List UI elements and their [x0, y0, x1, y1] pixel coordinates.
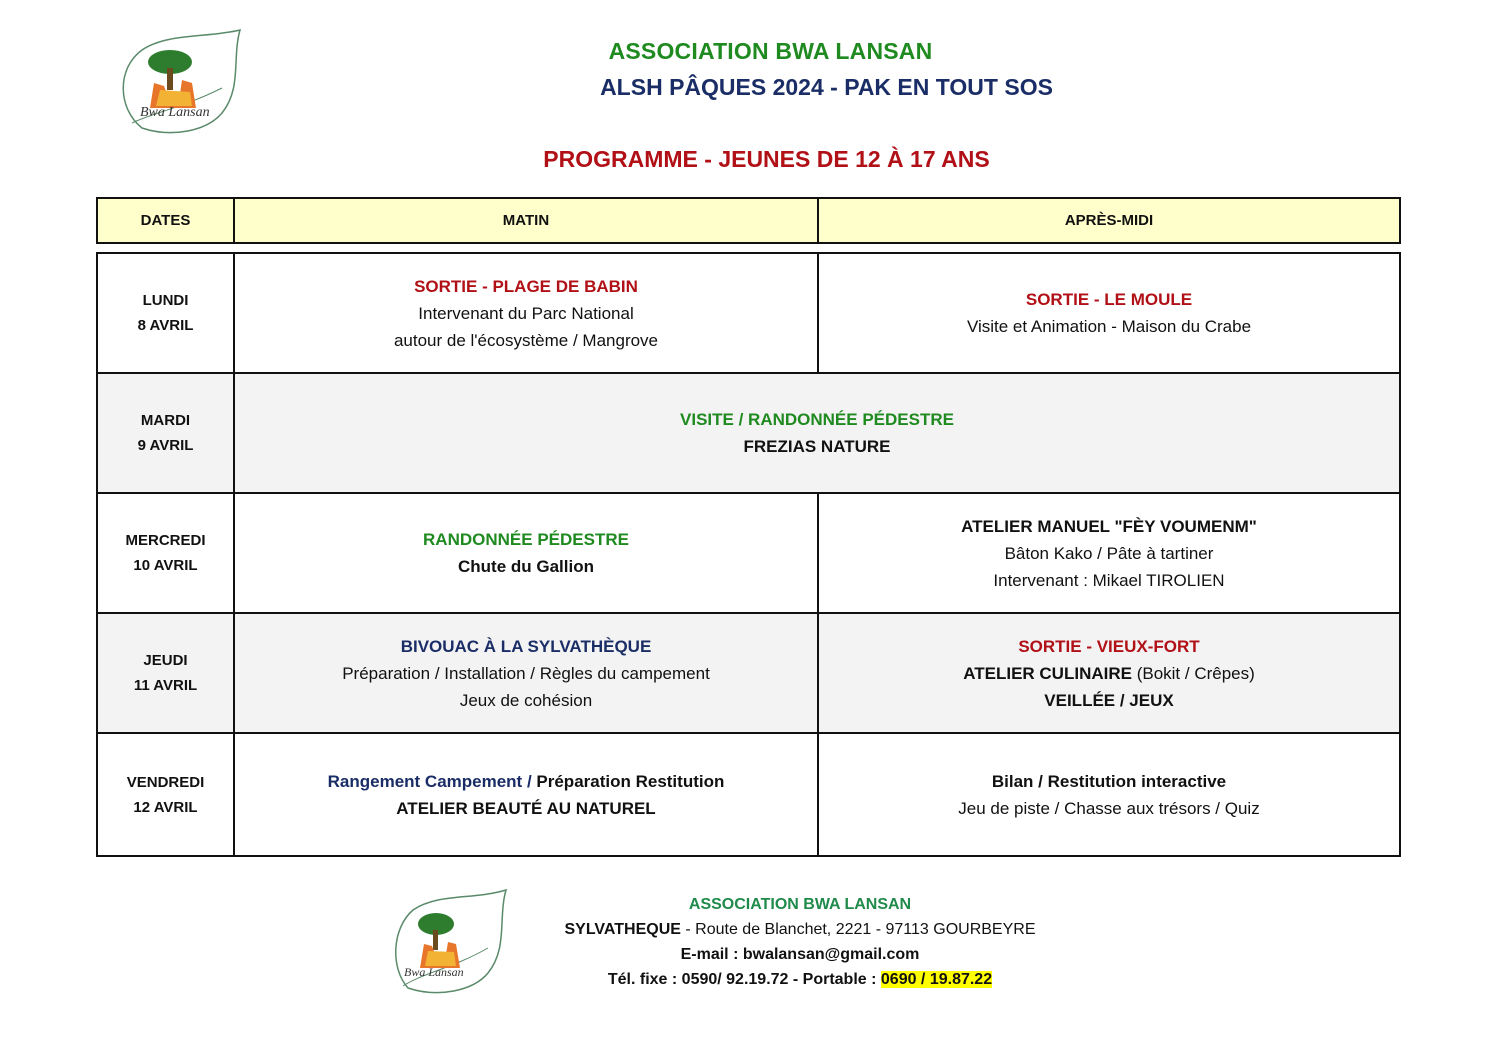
bwa-lansan-footer-logo-icon [388, 888, 512, 1000]
date-cell [98, 734, 235, 855]
date-label: 8 AVRIL [137, 317, 194, 334]
table-row [98, 374, 1399, 494]
table-row [98, 734, 1399, 855]
association-title: ASSOCIATION BWA LANSAN [608, 38, 933, 64]
afternoon-cell [819, 254, 1399, 372]
activity-title: SORTIE - PLAGE DE BABIN [414, 276, 638, 296]
date-label: 10 AVRIL [133, 557, 198, 574]
table-row [98, 494, 1399, 614]
date-cell [98, 374, 235, 492]
activity-title: RANDONNÉE PÉDESTRE [423, 530, 629, 549]
activity-detail: Visite et Animation - Maison du Crabe [966, 317, 1252, 336]
date-cell [98, 494, 235, 612]
footer-phone [520, 967, 1080, 992]
activity-detail: Jeux de cohésion [459, 690, 593, 710]
event-title: ALSH PÂQUES 2024 - PAK EN TOUT SOS [600, 74, 1053, 100]
day-label: JEUDI [143, 652, 188, 669]
date-cell [98, 254, 235, 372]
activity-title: VISITE / RANDONNÉE PÉDESTRE [680, 410, 954, 429]
afternoon-cell [819, 614, 1399, 732]
morning-cell [235, 494, 819, 612]
activity-detail: Intervenant : Mikael TIROLIEN [993, 570, 1225, 590]
activity-detail: Bâton Kako / Pâte à tartiner [1004, 543, 1214, 563]
footer-address-place: SYLVATHEQUE [564, 921, 681, 938]
date-label: 9 AVRIL [137, 437, 194, 454]
footer-address-street: - Route de Blanchet, 2221 - 97113 GOURBEYRE [680, 921, 1036, 938]
activity-title: ATELIER MANUEL "FÈY VOUMENM" [961, 516, 1257, 536]
activity-detail: Chute du Gallion [458, 557, 594, 576]
activity-detail-bold: ATELIER CULINAIRE [963, 663, 1132, 683]
svg-text:Bwa Lansan: Bwa Lansan [404, 965, 464, 979]
activity-detail: FREZIAS NATURE [743, 437, 891, 456]
date-label: 11 AVRIL [133, 677, 198, 694]
table-row [98, 254, 1399, 374]
footer-phone-fixed: Tél. fixe : 0590/ 92.19.72 - Portable : [607, 971, 881, 988]
activity-detail: Préparation / Installation / Règles du campement [342, 663, 710, 683]
column-header-matin: MATIN [235, 199, 819, 242]
date-label: 12 AVRIL [133, 798, 198, 816]
footer-contact [520, 892, 1080, 992]
day-label: VENDREDI [126, 773, 205, 791]
morning-cell [235, 254, 819, 372]
footer-email: E-mail : bwalansan@gmail.com [680, 946, 920, 963]
afternoon-cell [819, 494, 1399, 612]
afternoon-cell [819, 734, 1399, 855]
activity-title: SORTIE - VIEUX-FORT [1018, 636, 1200, 656]
schedule-table [96, 252, 1401, 857]
activity-title-navy: Rangement Campement / [327, 771, 532, 791]
activity-detail [963, 660, 1255, 687]
column-header-apres-midi: APRÈS-MIDI [1064, 212, 1154, 229]
activity-title: BIVOUAC À LA SYLVATHÈQUE [400, 636, 652, 656]
activity-detail: autour de l'écosystème / Mangrove [393, 330, 659, 350]
activity-detail: VEILLÉE / JEUX [1044, 690, 1174, 710]
date-cell [98, 614, 235, 732]
table-header [96, 197, 1401, 244]
activity-detail-rest: (Bokit / Crêpes) [1131, 663, 1255, 683]
activity-detail: ATELIER BEAUTÉ AU NATUREL [396, 798, 656, 818]
footer-association: ASSOCIATION BWA LANSAN [688, 896, 912, 913]
activity-detail: Jeu de piste / Chasse aux trésors / Quiz [958, 798, 1260, 818]
column-header-dates: DATES [98, 199, 235, 242]
morning-cell [235, 614, 819, 732]
activity-title-rest: Préparation Restitution [531, 771, 725, 791]
activity-title: SORTIE - LE MOULE [1025, 290, 1193, 309]
svg-text:Bwa Lansan: Bwa Lansan [140, 105, 210, 120]
table-row [98, 614, 1399, 734]
program-title: PROGRAMME - JEUNES DE 12 À 17 ANS [543, 146, 990, 172]
footer-mobile-number: 0690 / 19.87.22 [880, 971, 993, 988]
footer-address [520, 917, 1080, 942]
day-label: MARDI [140, 412, 191, 429]
activity-detail: Intervenant du Parc National [418, 303, 634, 323]
day-label: LUNDI [142, 292, 189, 309]
morning-cell [235, 734, 819, 855]
day-label: MERCREDI [125, 532, 206, 549]
full-day-cell [235, 374, 1399, 492]
activity-title [328, 768, 725, 795]
activity-title: Bilan / Restitution interactive [991, 771, 1227, 791]
